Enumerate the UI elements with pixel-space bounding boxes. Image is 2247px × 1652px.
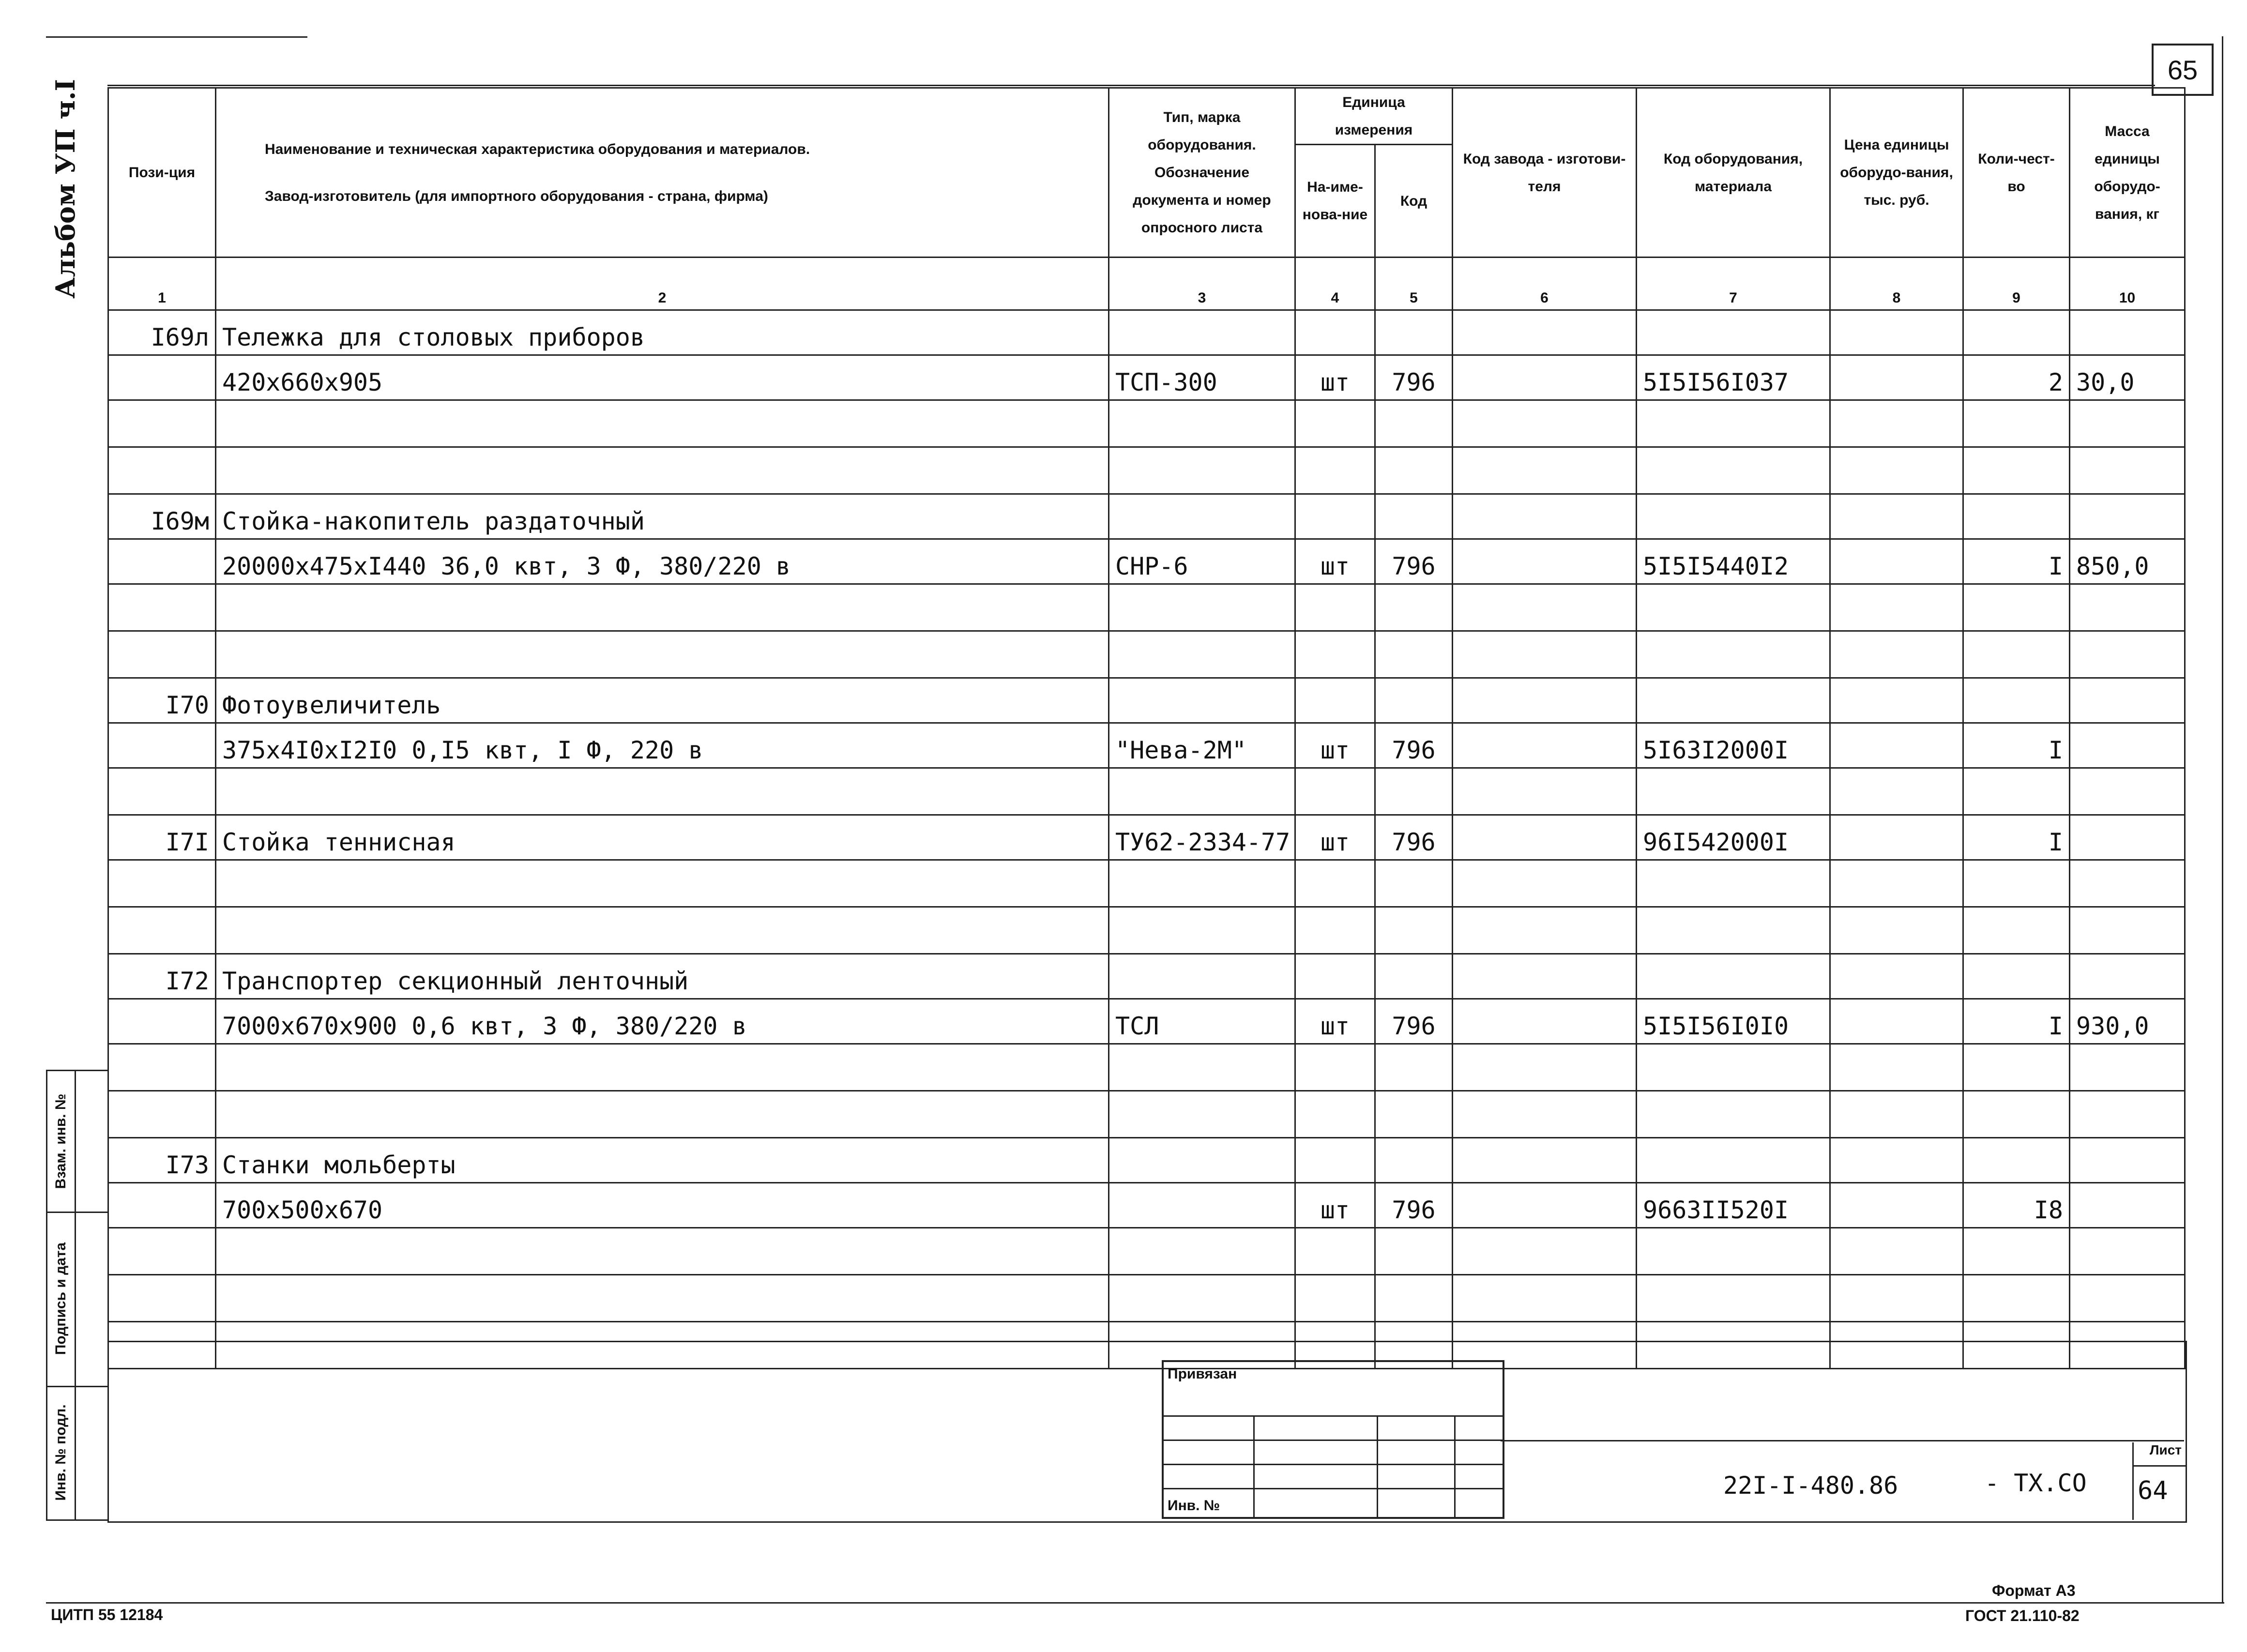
table-row: [108, 907, 2185, 954]
row-mass: [2070, 768, 2185, 815]
row-unit-code: 796: [1375, 355, 1453, 400]
row-type: [1109, 1275, 1295, 1322]
row-price: [1830, 310, 1963, 355]
row-quantity: I8: [1963, 1183, 2070, 1228]
table-row: [108, 539, 2185, 584]
row-quantity: [1963, 1228, 2070, 1275]
row-equipment-code: [1637, 860, 1830, 907]
row-equipment-code: [1637, 768, 1830, 815]
page-number: 65: [2152, 44, 2214, 96]
table-row: [108, 1044, 2185, 1091]
row-name: [216, 447, 1109, 494]
row-price: [1830, 860, 1963, 907]
row-unit: [1295, 400, 1375, 447]
row-unit: [1295, 860, 1375, 907]
privyazan-block: [1162, 1360, 1504, 1519]
row-equipment-code: 5I5I5440I2: [1637, 539, 1830, 584]
row-mass: [2070, 447, 2185, 494]
row-name: 420х660х905: [216, 355, 1109, 400]
row-maker-code: [1453, 400, 1637, 447]
row-equipment-code: [1637, 400, 1830, 447]
row-unit: [1295, 954, 1375, 999]
row-name: [216, 584, 1109, 631]
table-row: [108, 954, 2185, 999]
row-equipment-code: 5I5I56I037: [1637, 355, 1830, 400]
row-equipment-code: [1637, 1228, 1830, 1275]
document-suffix: - ТХ.СО: [1985, 1469, 2087, 1497]
row-quantity: [1963, 860, 2070, 907]
row-unit: [1295, 494, 1375, 539]
row-unit-code: [1375, 494, 1453, 539]
row-unit: [1295, 584, 1375, 631]
row-position: [108, 999, 216, 1044]
row-position: [108, 768, 216, 815]
row-maker-code: [1453, 1183, 1637, 1228]
top-border-line-right: [107, 85, 2155, 86]
table-row: [108, 1138, 2185, 1183]
row-equipment-code: 5I5I56I0I0: [1637, 999, 1830, 1044]
column-number: 3: [1109, 258, 1295, 310]
row-unit-code: [1375, 1275, 1453, 1322]
row-maker-code: [1453, 860, 1637, 907]
row-name: Стойка теннисная: [216, 815, 1109, 860]
row-unit-code: [1375, 954, 1453, 999]
row-quantity: [1963, 400, 2070, 447]
row-mass: [2070, 723, 2185, 768]
row-quantity: [1963, 494, 2070, 539]
row-equipment-code: 9663II520I: [1637, 1183, 1830, 1228]
row-position: [108, 860, 216, 907]
row-price: [1830, 1091, 1963, 1138]
row-mass: 30,0: [2070, 355, 2185, 400]
row-unit: шт: [1295, 723, 1375, 768]
column-number: 7: [1637, 258, 1830, 310]
row-unit-code: [1375, 1091, 1453, 1138]
row-equipment-code: [1637, 494, 1830, 539]
table-row: [108, 494, 2185, 539]
side-stamp: [46, 1070, 108, 1521]
table-row: [108, 723, 2185, 768]
row-position: [108, 1228, 216, 1275]
row-mass: [2070, 400, 2185, 447]
row-position: [108, 447, 216, 494]
header-maker-code: Код завода - изготови-теля: [1453, 88, 1637, 258]
row-maker-code: [1453, 584, 1637, 631]
row-mass: [2070, 310, 2185, 355]
row-name: Транспортер секционный ленточный: [216, 954, 1109, 999]
row-position: [108, 1044, 216, 1091]
row-type: [1109, 631, 1295, 678]
row-unit: шт: [1295, 355, 1375, 400]
row-unit-code: [1375, 907, 1453, 954]
row-name: 20000х475хI440 36,0 квт, 3 Ф, 380/220 в: [216, 539, 1109, 584]
row-maker-code: [1453, 768, 1637, 815]
row-position: [108, 584, 216, 631]
row-unit: [1295, 1044, 1375, 1091]
table-row: [108, 310, 2185, 355]
row-unit-code: 796: [1375, 815, 1453, 860]
row-mass: [2070, 1044, 2185, 1091]
row-unit-code: 796: [1375, 539, 1453, 584]
header-unit-code: Код: [1375, 145, 1453, 258]
document-number: 22I-I-480.86: [1723, 1471, 1898, 1500]
header-price: Цена единицы оборудо-вания, тыс. руб.: [1830, 88, 1963, 258]
row-position: [108, 723, 216, 768]
row-type: [1109, 1138, 1295, 1183]
row-name: Станки мольберты: [216, 1138, 1109, 1183]
row-position: [108, 1183, 216, 1228]
row-unit: шт: [1295, 539, 1375, 584]
row-name: 375х4I0хI2I0 0,I5 квт, I Ф, 220 в: [216, 723, 1109, 768]
row-price: [1830, 954, 1963, 999]
row-maker-code: [1453, 907, 1637, 954]
row-quantity: [1963, 768, 2070, 815]
row-maker-code: [1453, 954, 1637, 999]
row-unit-code: [1375, 1138, 1453, 1183]
table-row: [108, 815, 2185, 860]
table-row: [108, 860, 2185, 907]
row-unit-code: [1375, 310, 1453, 355]
outer-frame-right: [2222, 36, 2223, 1604]
column-number: 2: [216, 258, 1109, 310]
row-maker-code: [1453, 1044, 1637, 1091]
row-maker-code: [1453, 631, 1637, 678]
row-position: I72: [108, 954, 216, 999]
row-price: [1830, 723, 1963, 768]
row-name: 700х500х670: [216, 1183, 1109, 1228]
table-row: [108, 400, 2185, 447]
row-unit: шт: [1295, 815, 1375, 860]
row-mass: [2070, 860, 2185, 907]
row-name: Стойка-накопитель раздаточный: [216, 494, 1109, 539]
row-quantity: [1963, 1275, 2070, 1322]
row-price: [1830, 631, 1963, 678]
row-mass: [2070, 1138, 2185, 1183]
row-type: [1109, 1091, 1295, 1138]
row-name: [216, 1091, 1109, 1138]
row-price: [1830, 1044, 1963, 1091]
side-stamp-podpis: Подпись и дата: [47, 1212, 76, 1386]
table-row: [108, 999, 2185, 1044]
row-maker-code: [1453, 1091, 1637, 1138]
row-quantity: [1963, 584, 2070, 631]
header-type: Тип, марка оборудования. Обозначение документа и номер опросного листа: [1109, 88, 1295, 258]
row-unit-code: [1375, 768, 1453, 815]
row-equipment-code: [1637, 1044, 1830, 1091]
header-unit-name: На-име-нова-ние: [1295, 145, 1375, 258]
row-quantity: [1963, 447, 2070, 494]
column-number: 4: [1295, 258, 1375, 310]
inventory-number-label: Инв. №: [1168, 1498, 1220, 1514]
row-unit: [1295, 1091, 1375, 1138]
footer-gost: ГОСТ 21.110-82: [1965, 1607, 2080, 1624]
row-maker-code: [1453, 355, 1637, 400]
row-unit-code: [1375, 631, 1453, 678]
row-price: [1830, 768, 1963, 815]
column-number: 6: [1453, 258, 1637, 310]
row-name: Тележка для столовых приборов: [216, 310, 1109, 355]
row-maker-code: [1453, 815, 1637, 860]
row-equipment-code: [1637, 1275, 1830, 1322]
row-price: [1830, 447, 1963, 494]
row-type: [1109, 1183, 1295, 1228]
row-type: [1109, 1044, 1295, 1091]
row-name: [216, 768, 1109, 815]
row-quantity: [1963, 954, 2070, 999]
row-position: [108, 1091, 216, 1138]
specification-table: [107, 87, 2186, 1369]
row-quantity: I: [1963, 539, 2070, 584]
row-position: [108, 400, 216, 447]
row-maker-code: [1453, 678, 1637, 723]
row-type: [1109, 400, 1295, 447]
table-row: [108, 1183, 2185, 1228]
row-equipment-code: 96I542000I: [1637, 815, 1830, 860]
row-maker-code: [1453, 494, 1637, 539]
row-quantity: [1963, 907, 2070, 954]
sheet-label: Лист: [2134, 1442, 2186, 1467]
table-row: [108, 584, 2185, 631]
row-equipment-code: [1637, 631, 1830, 678]
row-quantity: 2: [1963, 355, 2070, 400]
row-mass: [2070, 907, 2185, 954]
row-maker-code: [1453, 1228, 1637, 1275]
row-unit-code: [1375, 447, 1453, 494]
row-type: [1109, 678, 1295, 723]
row-mass: [2070, 494, 2185, 539]
header-mass: Масса единицы оборудо-вания, кг: [2070, 88, 2185, 258]
row-position: [108, 907, 216, 954]
column-number: 8: [1830, 258, 1963, 310]
row-equipment-code: [1637, 310, 1830, 355]
row-unit-code: [1375, 860, 1453, 907]
row-equipment-code: [1637, 447, 1830, 494]
row-unit-code: 796: [1375, 999, 1453, 1044]
row-mass: [2070, 631, 2185, 678]
table-row: [108, 1228, 2185, 1275]
row-quantity: [1963, 631, 2070, 678]
table-row: [108, 631, 2185, 678]
row-price: [1830, 494, 1963, 539]
row-position: [108, 539, 216, 584]
column-number: 10: [2070, 258, 2185, 310]
row-unit-code: [1375, 584, 1453, 631]
row-unit: [1295, 678, 1375, 723]
row-name: [216, 631, 1109, 678]
row-position: I73: [108, 1138, 216, 1183]
row-unit: [1295, 1138, 1375, 1183]
row-position: [108, 631, 216, 678]
side-stamp-vzam: Взам. инв. №: [47, 1071, 76, 1212]
row-type: "Нева-2М": [1109, 723, 1295, 768]
row-name: [216, 1228, 1109, 1275]
row-maker-code: [1453, 539, 1637, 584]
header-equipment-code: Код оборудования, материала: [1637, 88, 1830, 258]
row-price: [1830, 678, 1963, 723]
row-quantity: [1963, 1044, 2070, 1091]
column-number-row: [108, 258, 2185, 310]
row-type: [1109, 954, 1295, 999]
row-mass: 930,0: [2070, 999, 2185, 1044]
row-type: ТСП-300: [1109, 355, 1295, 400]
row-equipment-code: [1637, 907, 1830, 954]
row-unit-code: 796: [1375, 723, 1453, 768]
row-unit: [1295, 310, 1375, 355]
row-position: I69м: [108, 494, 216, 539]
row-unit-code: [1375, 1228, 1453, 1275]
row-mass: [2070, 1275, 2185, 1322]
row-maker-code: [1453, 1138, 1637, 1183]
row-unit: [1295, 631, 1375, 678]
row-equipment-code: [1637, 954, 1830, 999]
header-quantity: Коли-чест-во: [1963, 88, 2070, 258]
row-type: [1109, 494, 1295, 539]
table-row: [108, 447, 2185, 494]
row-name: 7000х670х900 0,6 квт, 3 Ф, 380/220 в: [216, 999, 1109, 1044]
row-price: [1830, 355, 1963, 400]
row-type: [1109, 907, 1295, 954]
privyazan-label: Привязан: [1168, 1366, 1237, 1382]
row-quantity: [1963, 1091, 2070, 1138]
row-unit: [1295, 447, 1375, 494]
row-mass: [2070, 1183, 2185, 1228]
row-price: [1830, 539, 1963, 584]
row-price: [1830, 999, 1963, 1044]
row-position: I7I: [108, 815, 216, 860]
row-price: [1830, 400, 1963, 447]
row-type: [1109, 1228, 1295, 1275]
side-stamp-inv-podl: Инв. № подл.: [47, 1386, 76, 1519]
column-number: 1: [108, 258, 216, 310]
row-price: [1830, 1138, 1963, 1183]
row-mass: [2070, 584, 2185, 631]
row-name: [216, 1275, 1109, 1322]
row-name: Фотоувеличитель: [216, 678, 1109, 723]
row-position: I69л: [108, 310, 216, 355]
row-type: [1109, 768, 1295, 815]
row-mass: [2070, 678, 2185, 723]
row-type: [1109, 447, 1295, 494]
row-price: [1830, 584, 1963, 631]
row-mass: [2070, 815, 2185, 860]
row-position: [108, 1275, 216, 1322]
row-position: [108, 355, 216, 400]
row-mass: 850,0: [2070, 539, 2185, 584]
row-type: [1109, 860, 1295, 907]
row-equipment-code: [1637, 584, 1830, 631]
row-name: [216, 1044, 1109, 1091]
row-maker-code: [1453, 310, 1637, 355]
row-name: [216, 907, 1109, 954]
row-equipment-code: [1637, 678, 1830, 723]
row-mass: [2070, 1228, 2185, 1275]
header-row: [108, 88, 2185, 145]
row-unit: [1295, 1228, 1375, 1275]
header-name: Наименование и техническая характеристика оборудования и материалов. Завод-изготовитель (для импортного оборудования - страна, фирма): [216, 88, 1109, 258]
header-position: Пози-ция: [108, 88, 216, 258]
header-unit-group: Единица измерения: [1295, 88, 1453, 145]
row-unit-code: [1375, 400, 1453, 447]
row-unit-code: [1375, 678, 1453, 723]
sheet-box: [2132, 1442, 2186, 1520]
table-row: [108, 768, 2185, 815]
table-row: [108, 355, 2185, 400]
row-unit: [1295, 907, 1375, 954]
row-unit-code: [1375, 1044, 1453, 1091]
row-type: [1109, 310, 1295, 355]
row-type: СНР-6: [1109, 539, 1295, 584]
row-unit: шт: [1295, 1183, 1375, 1228]
table-row: [108, 1275, 2185, 1322]
footer-format: Формат А3: [1992, 1582, 2076, 1599]
row-unit-code: 796: [1375, 1183, 1453, 1228]
row-price: [1830, 1183, 1963, 1228]
row-maker-code: [1453, 999, 1637, 1044]
sheet-number: 64: [2138, 1476, 2168, 1505]
row-price: [1830, 1228, 1963, 1275]
row-quantity: [1963, 1138, 2070, 1183]
row-equipment-code: [1637, 1138, 1830, 1183]
row-type: [1109, 584, 1295, 631]
row-quantity: I: [1963, 999, 2070, 1044]
row-maker-code: [1453, 1275, 1637, 1322]
row-maker-code: [1453, 723, 1637, 768]
row-maker-code: [1453, 447, 1637, 494]
row-name: [216, 400, 1109, 447]
row-unit: [1295, 768, 1375, 815]
row-position: I70: [108, 678, 216, 723]
row-equipment-code: 5I63I2000I: [1637, 723, 1830, 768]
column-number: 9: [1963, 258, 2070, 310]
row-quantity: I: [1963, 723, 2070, 768]
row-price: [1830, 815, 1963, 860]
row-name: [216, 860, 1109, 907]
row-quantity: [1963, 310, 2070, 355]
row-type: ТСЛ: [1109, 999, 1295, 1044]
top-border-line: [46, 36, 307, 38]
outer-frame-bottom: [46, 1602, 2224, 1604]
footer-left-code: ЦИТП 55 12184: [51, 1606, 163, 1623]
row-mass: [2070, 954, 2185, 999]
row-type: ТУ62-2334-77: [1109, 815, 1295, 860]
table-row: [108, 678, 2185, 723]
row-price: [1830, 907, 1963, 954]
album-label: Альбом УП ч.I: [50, 79, 81, 299]
column-number: 5: [1375, 258, 1453, 310]
row-quantity: I: [1963, 815, 2070, 860]
row-quantity: [1963, 678, 2070, 723]
row-unit: шт: [1295, 999, 1375, 1044]
row-unit: [1295, 1275, 1375, 1322]
row-equipment-code: [1637, 1091, 1830, 1138]
row-mass: [2070, 1091, 2185, 1138]
row-price: [1830, 1275, 1963, 1322]
table-row: [108, 1091, 2185, 1138]
